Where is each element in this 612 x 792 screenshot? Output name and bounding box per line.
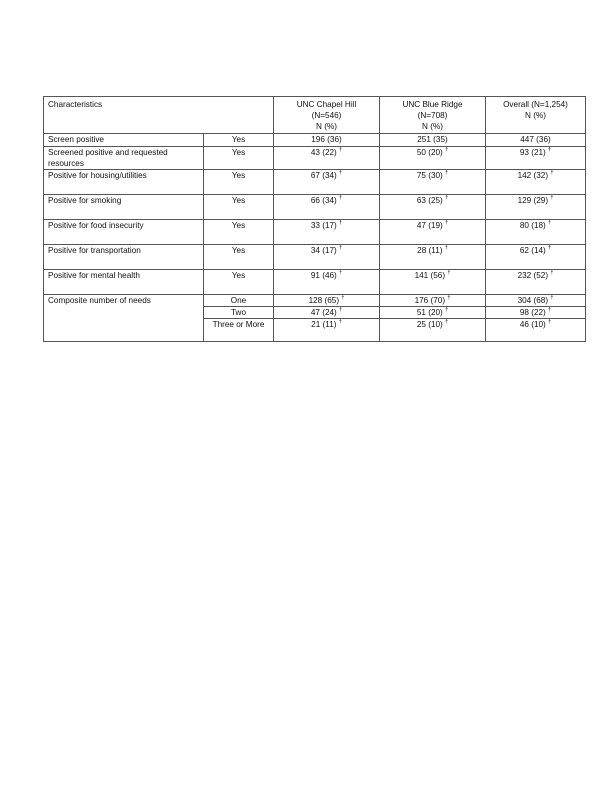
dagger-mark: †: [548, 245, 552, 251]
cell-value: 21 (11): [311, 320, 337, 329]
cell-value: 93 (21): [519, 148, 546, 157]
overall-header-unit: N (%): [525, 111, 546, 120]
dagger-mark: †: [445, 147, 449, 153]
dagger-mark: †: [550, 195, 554, 201]
row-level: One: [204, 295, 274, 307]
row-label: Positive for transportation: [44, 245, 204, 270]
overall-cell: [486, 195, 586, 220]
table-row: [44, 147, 586, 170]
row-level: Two: [204, 307, 274, 319]
blue-ridge-cell: [380, 220, 486, 245]
table-row: [44, 170, 586, 195]
dagger-mark: †: [339, 307, 343, 313]
row-level: Yes: [204, 170, 274, 195]
dagger-mark: †: [548, 147, 552, 153]
blue-ridge-cell: [380, 295, 486, 307]
cell-value: 46 (10): [519, 320, 546, 329]
overall-cell: [486, 319, 586, 342]
row-level: Yes: [204, 134, 274, 147]
chapel-hill-cell: [274, 170, 380, 195]
blue-ridge-cell: [380, 147, 486, 170]
cell-value: 176 (70): [414, 296, 446, 305]
cell-value: 62 (14): [519, 246, 546, 255]
blue-ridge-header-n: (N=708): [417, 111, 448, 120]
chapel-hill-header-n: (N=546): [311, 111, 342, 120]
dagger-mark: †: [548, 220, 552, 226]
chapel-hill-cell: [274, 270, 380, 295]
cell-value: 28 (11): [417, 246, 443, 255]
blue-ridge-cell: 251 (35): [380, 134, 486, 147]
cell-value: 80 (18): [519, 221, 546, 230]
blue-ridge-cell: [380, 195, 486, 220]
chapel-hill-cell: [274, 245, 380, 270]
overall-cell: [486, 295, 586, 307]
chapel-hill-cell: [274, 220, 380, 245]
blue-ridge-header-unit: N (%): [422, 122, 443, 131]
cell-value: 50 (20): [416, 148, 443, 157]
chapel-hill-cell: 196 (36): [274, 134, 380, 147]
cell-value: 47 (19): [416, 221, 443, 230]
dagger-mark: †: [548, 307, 552, 313]
dagger-mark: †: [445, 307, 449, 313]
overall-header: [486, 97, 586, 134]
row-level: Yes: [204, 220, 274, 245]
dagger-mark: †: [339, 270, 343, 276]
overall-cell: [486, 220, 586, 245]
blue-ridge-cell: [380, 270, 486, 295]
chapel-hill-cell: [274, 307, 380, 319]
row-label: Screen positive: [44, 134, 204, 147]
chapel-hill-cell: [274, 147, 380, 170]
cell-value: 25 (10): [416, 320, 443, 329]
blue-ridge-cell: [380, 245, 486, 270]
table-row: [44, 195, 586, 220]
row-label: Screened positive and requested resources: [44, 147, 204, 170]
cell-value: 43 (22): [310, 148, 337, 157]
row-label: Positive for housing/utilities: [44, 170, 204, 195]
cell-value: 141 (56): [414, 271, 446, 280]
dagger-mark: †: [338, 319, 342, 325]
dagger-mark: †: [339, 170, 343, 176]
dagger-mark: †: [445, 319, 449, 325]
cell-value: 304 (68): [517, 296, 549, 305]
cell-value: 98 (22): [519, 308, 546, 317]
dagger-mark: †: [550, 270, 554, 276]
composite-label: Composite number of needs: [44, 295, 204, 342]
row-label: Positive for food insecurity: [44, 220, 204, 245]
dagger-mark: †: [447, 295, 451, 301]
dagger-mark: †: [445, 195, 449, 201]
dagger-mark: †: [550, 170, 554, 176]
blue-ridge-header: [380, 97, 486, 134]
chapel-hill-cell: [274, 195, 380, 220]
row-label: Positive for mental health: [44, 270, 204, 295]
cell-value: 66 (34): [310, 196, 337, 205]
dagger-mark: †: [447, 270, 451, 276]
cell-value: 129 (29): [517, 196, 549, 205]
cell-value: 128 (65): [308, 296, 340, 305]
row-label: Positive for smoking: [44, 195, 204, 220]
overall-cell: [486, 307, 586, 319]
overall-cell: [486, 170, 586, 195]
cell-value: 63 (25): [416, 196, 443, 205]
dagger-mark: †: [339, 245, 343, 251]
table-row: [44, 134, 586, 147]
blue-ridge-cell: [380, 307, 486, 319]
overall-cell: [486, 245, 586, 270]
dagger-mark: †: [550, 295, 554, 301]
overall-cell: [486, 147, 586, 170]
overall-cell: 447 (36): [486, 134, 586, 147]
cell-value: 142 (32): [517, 171, 549, 180]
row-level: Yes: [204, 270, 274, 295]
dagger-mark: †: [339, 195, 343, 201]
row-level: Yes: [204, 195, 274, 220]
chapel-hill-header-unit: N (%): [316, 122, 337, 131]
cell-value: 33 (17): [310, 221, 337, 230]
blue-ridge-cell: [380, 319, 486, 342]
cell-value: 47 (24): [310, 308, 337, 317]
cell-value: 67 (34): [310, 171, 337, 180]
row-level: Yes: [204, 147, 274, 170]
cell-value: 75 (30): [416, 171, 443, 180]
cell-value: 51 (20): [416, 308, 443, 317]
cell-value: 34 (17): [310, 246, 337, 255]
row-level: Three or More: [204, 319, 274, 342]
blue-ridge-header-name: UNC Blue Ridge: [402, 100, 463, 109]
dagger-mark: †: [444, 245, 448, 251]
table-row: [44, 295, 586, 307]
table-header-row: [44, 97, 586, 134]
row-level: Yes: [204, 245, 274, 270]
overall-cell: [486, 270, 586, 295]
dagger-mark: †: [548, 319, 552, 325]
cell-value: 232 (52): [517, 271, 549, 280]
results-table: [43, 96, 586, 342]
dagger-mark: †: [445, 220, 449, 226]
chapel-hill-header: [274, 97, 380, 134]
chapel-hill-cell: [274, 295, 380, 307]
chapel-hill-header-name: UNC Chapel Hill: [296, 100, 357, 109]
dagger-mark: †: [445, 170, 449, 176]
table-row: [44, 220, 586, 245]
cell-value: 91 (46): [310, 271, 337, 280]
dagger-mark: †: [339, 147, 343, 153]
overall-header-name: Overall (N=1,254): [503, 100, 568, 109]
dagger-mark: †: [341, 295, 345, 301]
table-row: [44, 270, 586, 295]
blue-ridge-cell: [380, 170, 486, 195]
characteristics-header: Characteristics: [44, 97, 274, 134]
table-row: [44, 245, 586, 270]
chapel-hill-cell: [274, 319, 380, 342]
dagger-mark: †: [339, 220, 343, 226]
